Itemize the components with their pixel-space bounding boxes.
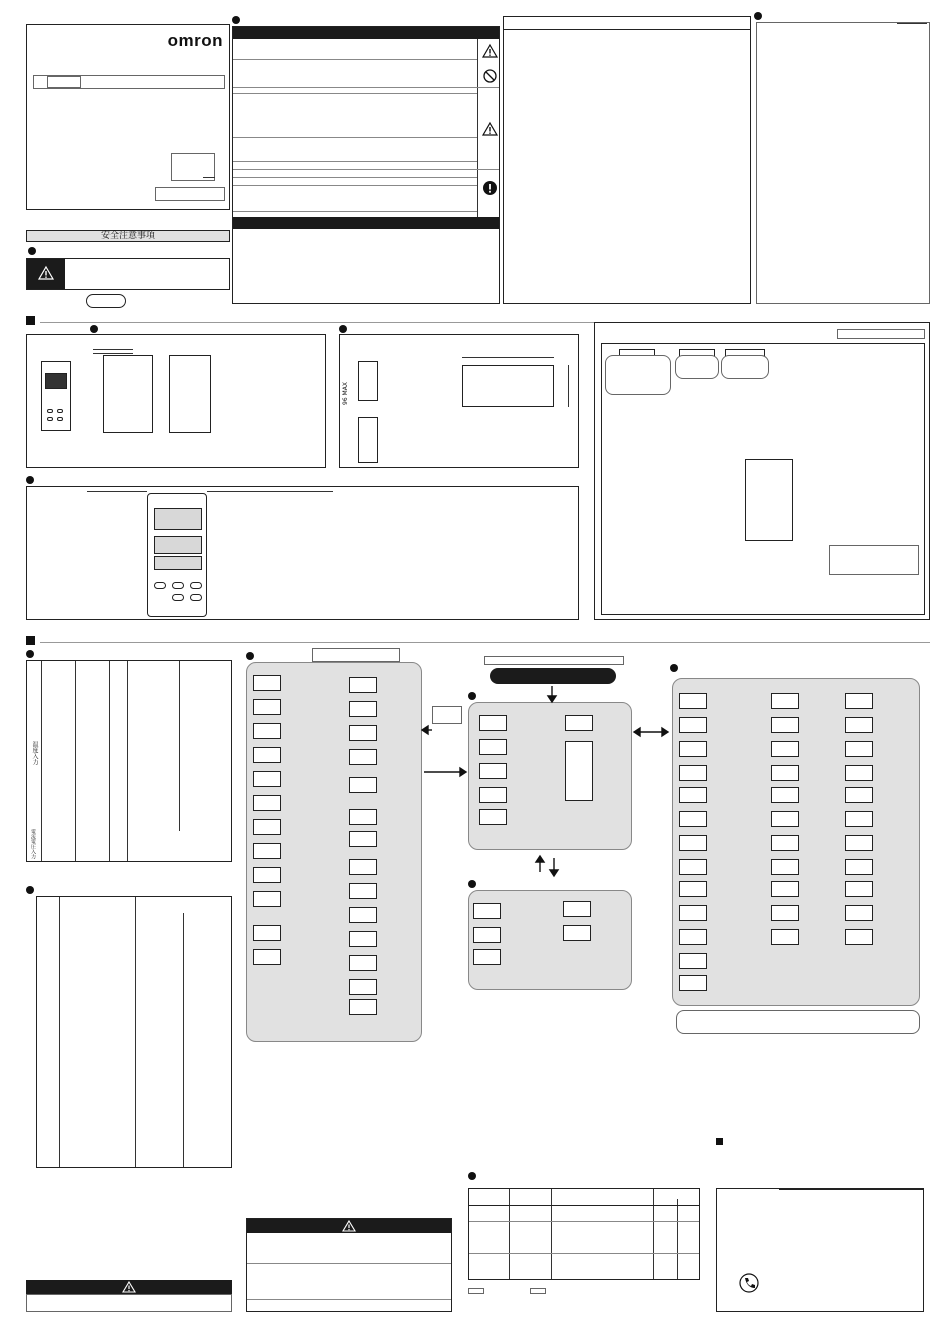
safety-title: 安全注意事項 (100, 231, 155, 241)
contact-box (716, 1188, 924, 1312)
spec-table (468, 1188, 700, 1280)
warning-text-box (26, 1294, 232, 1312)
caution-box (246, 1218, 452, 1312)
bullet-icon (468, 1172, 476, 1180)
key-icon-box (432, 706, 462, 724)
warning-triangle-icon (123, 1282, 135, 1292)
dim-label: 96 MAX (342, 382, 349, 405)
warning-triangle-icon (343, 1221, 355, 1231)
omron-logo: omron (167, 31, 223, 50)
input-label-analog: 電流電圧入力 (30, 829, 36, 859)
phone-icon (739, 1273, 759, 1293)
input-label-temp: 温度入力 (31, 741, 38, 765)
section-marker-icon (716, 1138, 723, 1145)
warning-bar (26, 1280, 232, 1294)
